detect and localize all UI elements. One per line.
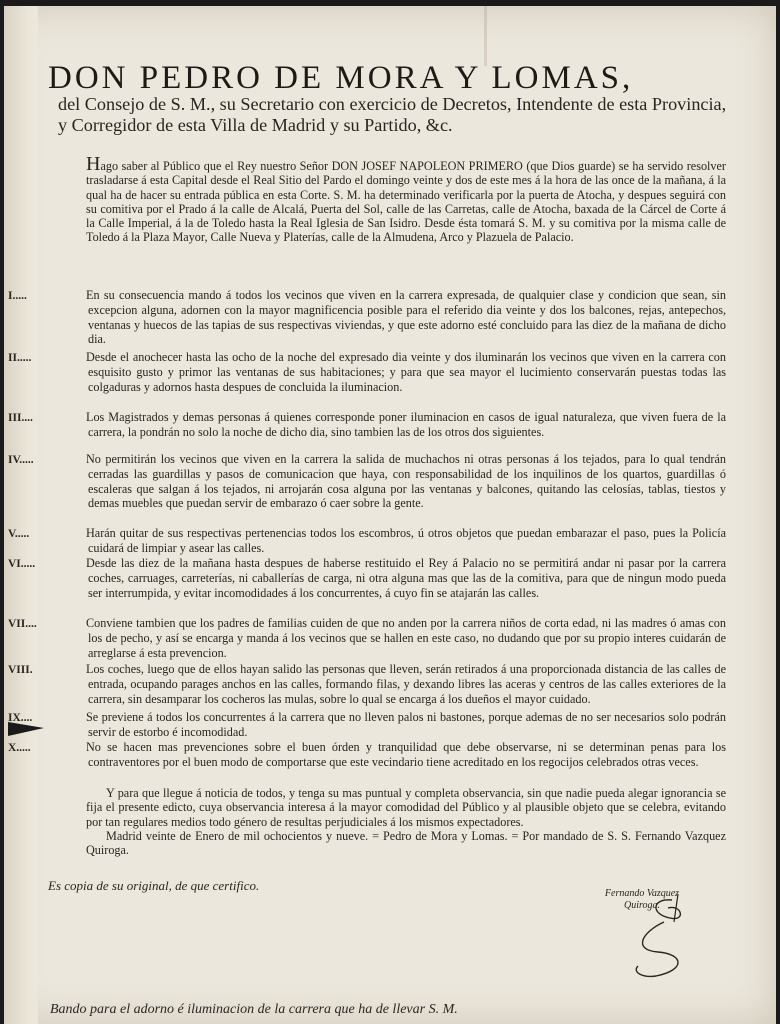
article-item <box>8 740 726 770</box>
article-text: Desde las diez de la mañana hasta despues de haberse restituido el Rey á Palacio no se permitirá andar ni pasar por la carrera coches, carruages, carreterías, ni caballerías de carga, ni otra alguna mas que las de la comitiva, para que de ningun modo pueda ser interrumpida, y evitar incomodidades á los concurrentes, á cuyo fin se atajarán las calles. <box>86 556 726 600</box>
document-subtitle: del Consejo de S. M., su Secretario con exercicio de Decretos, Intendente de esta Provincia, y Corregidor de esta Villa de Madrid y su Partido, &c. <box>58 94 727 135</box>
article-text: Harán quitar de sus respectivas pertenencias todos los escombros, ú otros objetos que puedan embarazar el paso, pues la Policía cuidará de limpiar y asear las calles. <box>86 526 726 556</box>
article-item <box>8 662 726 706</box>
article-number: II..... <box>8 352 32 364</box>
article-text: Desde el anochecer hasta las ocho de la noche del expresado dia veinte y dos iluminarán los vecinos que viven en la carrera con esquisito gusto y primor las ventanas de sus habitaciones; y para que sea mayor el lucimiento conservarán puestas todas las colgaduras y adornos hasta despues de concluida la iluminacion. <box>86 350 726 394</box>
article-text: Conviene tambien que los padres de familias cuiden de que no anden por la carrera niños de corta edad, ni las madres ó amas con los de pecho, y así se encarga y manda á los vecinos que se hallen en este caso, no dudando que por su propio interes cuidarán de arreglarse á esta prevencion. <box>86 616 726 660</box>
article-number: I..... <box>8 290 27 302</box>
signature-name: Fernando Vazquez <box>604 888 680 899</box>
article-item <box>8 556 726 600</box>
article-item <box>8 288 726 346</box>
article-text: Los coches, luego que de ellos hayan salido las personas que lleven, serán retirados á una proporcionada distancia de las calles de entrada, ocupando parages anchos en las calles, formando filas, y dexando libres las aceras y centros de las calles exteriores de la carrera, sin desamparar los cocheros las mulas, sobre lo qual se encarga á los dueños el mayor cuidado. <box>86 662 726 706</box>
torn-edge-icon <box>8 718 44 738</box>
signature-block <box>582 888 702 912</box>
certification-line: Es copia de su original, de que certifico. <box>48 878 260 893</box>
article-text: Los Magistrados y demas personas á quienes corresponde poner iluminacion en casos de igual naturaleza, que viven fuera de la carrera, la pondrán no solo la noche de dicho dia, sino tambien las de los otros dos siguientes. <box>86 410 726 440</box>
intro-initial: H <box>86 153 101 175</box>
article-item <box>8 526 726 556</box>
document-footer: Bando para el adorno é iluminacion de la carrera que ha de llevar S. M. <box>50 1002 458 1017</box>
article-item <box>8 710 726 740</box>
article-number: V..... <box>8 528 30 540</box>
article-number: IX.... <box>8 712 33 724</box>
closing-text: Y para que llegue á noticia de todos, y tenga su mas puntual y completa observancia, sin que nadie pueda alegar ignorancia se fija el presente edicto, cuya observancia interesa á la mayor comodidad del Público y al plausible objeto que se celebra, evitando por tan regulares medios todo género de resultas perjudiciales á los mismos expectadores. <box>86 786 726 829</box>
closing-paragraph <box>86 786 726 857</box>
article-item <box>8 350 726 394</box>
article-text: No se hacen mas prevenciones sobre el buen órden y tranquilidad que debe observarse, ni se determinan penas para los contraventores por el buen modo de comportarse que este vecindario tiene acreditado en los regocijos celebrados otras veces. <box>86 740 726 770</box>
article-number: X..... <box>8 742 31 754</box>
article-text: Se previene á todos los concurrentes á la carrera que no lleven palos ni bastones, porque ademas de no ser necesarios solo podrán servir de estorbo é incomodidad. <box>86 710 726 740</box>
dateline: Madrid veinte de Enero de mil ochocientos y nueve. = Pedro de Mora y Lomas. = Por mandado de S. S. Fernando Vazquez Quiroga. <box>86 828 726 858</box>
article-number: IV..... <box>8 454 34 466</box>
article-item <box>8 410 726 440</box>
article-item <box>8 616 726 660</box>
article-number: III.... <box>8 412 33 424</box>
paper-fold <box>484 6 487 66</box>
article-number: VII.... <box>8 618 37 630</box>
document-sheet <box>4 6 776 1024</box>
binding-spine <box>4 6 38 1024</box>
article-number: VIII. <box>8 664 33 676</box>
article-text: En su consecuencia mando á todos los vecinos que viven en la carrera expresada, de qualquier clase y condicion que sean, sin excepcion alguna, adornen con la mayor magnificencia posible para el referido dia veinte y dos los balcones, rejas, antepechos, ventanas y huecos de las tapias de sus respectivas viviendas, y que este adorno esté concluido para las diez de la mañana de dicho dia. <box>86 288 726 346</box>
rubric-flourish-icon <box>612 892 702 982</box>
intro-text: ago saber al Público que el Rey nuestro Señor DON JOSEF NAPOLEON PRIMERO (que Dios guarde) se ha servido resolver trasladarse á esta Capital desde el Real Sitio del Pardo el domingo veinte y dos de este mes á la hora de las once de la mañana, á la qual ha de hacer su entrada pública en esta Corte. S. M. ha determinado verificarla por la puerta de Atocha, y despues seguirá con su comitiva por el Prado á la calle de Alcalá, Puerta del Sol, calle de las Carretas, calle de Atocha, baxada de la Cárcel de Corte á la Calle Imperial, á la de Toledo hasta la Real Iglesia de San Isidro. Desde ésta tomará S. M. y su comitiva por la misma calle de Toledo á la Plaza Mayor, Calle Nueva y Platerías, calle de la Almudena, Arco y Plazuela de Palacio. <box>86 159 726 245</box>
article-item <box>8 452 726 510</box>
article-text: No permitirán los vecinos que viven en la carrera la salida de muchachos ni otras personas á los tejados, para lo qual tendrán cerradas las guardillas y pasos de comunicacion que haya, con responsabilidad de los inquilinos de los quartos, guardillas ó escaleras que salgan á los tejados, ni arrojarán cosa alguna por las ventanas y balcones, quitando las celosías, tablas, tiestos y demas muebles que puedan servir de embarazo ó caer sobre la gente. <box>86 452 726 510</box>
intro-paragraph <box>86 153 726 245</box>
signature-surname: Quiroga. <box>623 900 661 911</box>
article-number: VI..... <box>8 558 36 570</box>
document-title: DON PEDRO DE MORA Y LOMAS, <box>48 60 634 96</box>
